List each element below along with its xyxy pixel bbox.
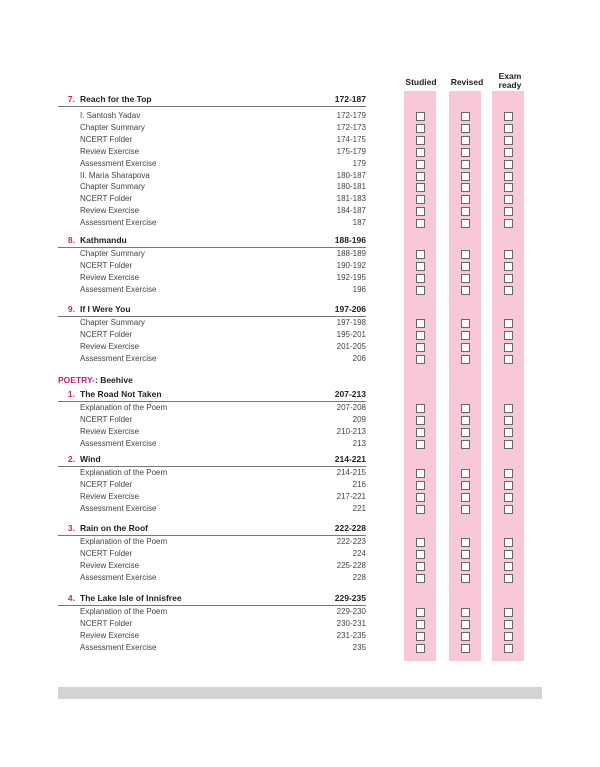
chapter-heading [58, 94, 366, 106]
toc-entry [80, 123, 366, 135]
revised-checkbox[interactable] [461, 172, 470, 181]
exam-ready-checkbox[interactable] [504, 574, 513, 583]
revised-checkbox[interactable] [461, 620, 470, 629]
entry-pages: 217-221 [336, 491, 366, 501]
entry-title: Explanation of the Poem [80, 537, 168, 546]
exam-ready-checkbox[interactable] [504, 207, 513, 216]
chapter-number: 1. [67, 389, 75, 399]
entry-pages: 174-175 [336, 134, 366, 144]
toc-entry [80, 573, 366, 585]
revised-checkbox[interactable] [461, 183, 470, 192]
column-header-exam-ready [490, 72, 530, 90]
studied-checkbox[interactable] [416, 355, 425, 364]
footer-bar [58, 687, 542, 699]
entry-pages: 180-181 [336, 182, 366, 192]
entry-pages: 179 [352, 158, 366, 168]
toc-entry [80, 561, 366, 573]
entry-title: Review Exercise [80, 491, 140, 501]
chapter-divider [58, 401, 366, 402]
toc-entry [80, 318, 366, 330]
entry-title: II. Maria Sharapova [80, 170, 150, 180]
chapter-pages: 229-235 [334, 593, 366, 603]
revised-checkbox[interactable] [461, 262, 470, 271]
entry-title: NCERT Folder [80, 479, 133, 489]
entry-pages: 187 [352, 218, 366, 228]
exam-ready-checkbox[interactable] [504, 124, 513, 133]
studied-checkbox[interactable] [416, 136, 425, 145]
studied-checkbox[interactable] [416, 404, 425, 413]
studied-checkbox[interactable] [416, 440, 425, 449]
entry-pages: 181-183 [336, 194, 366, 204]
revised-checkbox[interactable] [461, 343, 470, 352]
entry-pages: 221 [352, 503, 366, 513]
entry-pages: 210-213 [336, 426, 366, 436]
entry-title: Review Exercise [80, 560, 140, 570]
toc-entry [80, 206, 366, 218]
entry-title: Assessment Exercise [80, 642, 157, 652]
entry-pages: 224 [352, 548, 366, 558]
entry-title: Assessment Exercise [80, 503, 157, 513]
toc-entry [80, 159, 366, 171]
chapter-title: If I Were You [80, 304, 131, 314]
entry-pages: 175-179 [336, 146, 366, 156]
exam-ready-checkbox[interactable] [504, 319, 513, 328]
entry-title: Assessment Exercise [80, 438, 157, 448]
exam-ready-checkbox[interactable] [504, 416, 513, 425]
section-title: : Beehive [95, 375, 133, 385]
exam-ready-checkbox[interactable] [504, 112, 513, 121]
toc-entry [80, 468, 366, 480]
revised-checkbox[interactable] [461, 440, 470, 449]
chapter-heading [58, 235, 366, 247]
studied-checkbox[interactable] [416, 505, 425, 514]
exam-ready-checkbox[interactable] [504, 428, 513, 437]
revised-checkbox[interactable] [461, 160, 470, 169]
entry-pages: 180-187 [336, 170, 366, 180]
entry-title: Explanation of the Poem [80, 468, 168, 477]
entry-pages: 209 [352, 414, 366, 424]
chapter-divider [58, 106, 366, 107]
studied-checkbox[interactable] [416, 644, 425, 653]
entry-title: NCERT Folder [80, 260, 133, 270]
exam-ready-checkbox[interactable] [504, 172, 513, 181]
studied-checkbox[interactable] [416, 319, 425, 328]
revised-checkbox[interactable] [461, 250, 470, 259]
studied-checkbox[interactable] [416, 331, 425, 340]
column-header-studied: Studied [405, 77, 437, 87]
studied-checkbox[interactable] [416, 493, 425, 502]
studied-checkbox[interactable] [416, 219, 425, 228]
revised-checkbox[interactable] [461, 195, 470, 204]
entry-pages: 195-201 [336, 329, 366, 339]
studied-checkbox[interactable] [416, 183, 425, 192]
entry-pages: 229-230 [336, 607, 366, 616]
entry-title: Assessment Exercise [80, 218, 157, 228]
entry-title: Review Exercise [80, 146, 140, 156]
entry-pages: 228 [352, 572, 366, 582]
studied-checkbox[interactable] [416, 620, 425, 629]
exam-ready-checkbox[interactable] [504, 148, 513, 157]
entry-pages: 213 [352, 438, 366, 448]
chapter-title: Kathmandu [80, 235, 127, 245]
toc-entry [80, 135, 366, 147]
entry-pages: 231-235 [336, 630, 366, 640]
entry-title: Assessment Exercise [80, 572, 157, 582]
chapter-pages: 172-187 [334, 94, 366, 104]
chapter-pages: 188-196 [334, 235, 366, 245]
revised-checkbox[interactable] [461, 505, 470, 514]
exam-ready-checkbox[interactable] [504, 632, 513, 641]
revised-checkbox[interactable] [461, 148, 470, 157]
exam-ready-checkbox[interactable] [504, 274, 513, 283]
toc-entry [80, 342, 366, 354]
studied-checkbox[interactable] [416, 262, 425, 271]
toc-entry [80, 492, 366, 504]
studied-checkbox[interactable] [416, 550, 425, 559]
exam-ready-checkbox[interactable] [504, 481, 513, 490]
exam-ready-checkbox[interactable] [504, 538, 513, 547]
studied-checkbox[interactable] [416, 428, 425, 437]
chapter-heading [58, 304, 366, 316]
revised-checkbox[interactable] [461, 632, 470, 641]
chapter-number: 4. [67, 593, 75, 603]
studied-checkbox[interactable] [416, 469, 425, 478]
revised-checkbox[interactable] [461, 207, 470, 216]
chapter-pages: 197-206 [334, 304, 366, 314]
entry-pages: 188-189 [336, 249, 366, 258]
entry-title: Assessment Exercise [80, 284, 157, 294]
column-header-revised: Revised [450, 77, 484, 87]
chapter-divider [58, 247, 366, 248]
chapter-title: Rain on the Roof [80, 523, 148, 533]
entry-pages: 201-205 [336, 341, 366, 351]
toc-entry [80, 643, 366, 655]
chapter-pages: 214-221 [334, 454, 366, 464]
toc-entry [80, 549, 366, 561]
exam-ready-checkbox[interactable] [504, 160, 513, 169]
revised-checkbox[interactable] [461, 112, 470, 121]
toc-entry [80, 504, 366, 516]
entry-title: Assessment Exercise [80, 353, 157, 363]
toc-entry [80, 330, 366, 342]
entry-title: NCERT Folder [80, 618, 133, 628]
studied-checkbox[interactable] [416, 538, 425, 547]
exam-ready-checkbox[interactable] [504, 493, 513, 502]
exam-ready-checkbox[interactable] [504, 343, 513, 352]
entry-pages: 192-195 [336, 272, 366, 282]
entry-pages: 206 [352, 353, 366, 363]
entry-title: NCERT Folder [80, 414, 133, 424]
studied-checkbox[interactable] [416, 416, 425, 425]
entry-title: Review Exercise [80, 206, 140, 216]
revised-checkbox[interactable] [461, 550, 470, 559]
entry-title: Explanation of the Poem [80, 607, 168, 616]
exam-ready-checkbox[interactable] [504, 404, 513, 413]
revised-checkbox[interactable] [461, 608, 470, 617]
toc-entry [80, 171, 366, 183]
exam-ready-checkbox[interactable] [504, 620, 513, 629]
studied-checkbox[interactable] [416, 112, 425, 121]
toc-entry [80, 354, 366, 366]
exam-ready-checkbox[interactable] [504, 355, 513, 364]
studied-checkbox[interactable] [416, 343, 425, 352]
entry-title: Review Exercise [80, 630, 140, 640]
exam-ready-checkbox[interactable] [504, 644, 513, 653]
entry-pages: 235 [352, 642, 366, 652]
studied-checkbox[interactable] [416, 574, 425, 583]
chapter-number: 9. [67, 304, 75, 314]
studied-checkbox[interactable] [416, 195, 425, 204]
revised-checkbox[interactable] [461, 286, 470, 295]
exam-ready-checkbox[interactable] [504, 550, 513, 559]
entry-title: Chapter Summary [80, 318, 145, 327]
toc-entry [80, 147, 366, 159]
toc-entry [80, 415, 366, 427]
entry-pages: 214-215 [336, 468, 366, 477]
toc-entry [80, 631, 366, 643]
toc-entry [80, 619, 366, 631]
entry-title: Explanation of the Poem [80, 403, 168, 412]
column-header-exam-line2: ready [498, 80, 522, 90]
entry-pages: 190-192 [336, 260, 366, 270]
revised-checkbox[interactable] [461, 274, 470, 283]
chapter-number: 3. [67, 523, 75, 533]
chapter-pages: 207-213 [334, 389, 366, 399]
exam-ready-checkbox[interactable] [504, 331, 513, 340]
entry-title: Review Exercise [80, 426, 140, 436]
entry-title: NCERT Folder [80, 194, 133, 204]
revised-checkbox[interactable] [461, 469, 470, 478]
entry-pages: 230-231 [336, 618, 366, 628]
toc-entry [80, 261, 366, 273]
revised-checkbox[interactable] [461, 416, 470, 425]
entry-pages: 225-228 [336, 560, 366, 570]
chapter-divider [58, 316, 366, 317]
column-header-exam-line1: Exam [498, 71, 522, 81]
entry-pages: 172-173 [336, 122, 366, 132]
revised-checkbox[interactable] [461, 404, 470, 413]
exam-ready-checkbox[interactable] [504, 440, 513, 449]
exam-ready-checkbox[interactable] [504, 469, 513, 478]
revised-checkbox[interactable] [461, 538, 470, 547]
toc-entry [80, 427, 366, 439]
chapter-number: 2. [67, 454, 75, 464]
chapter-heading [58, 523, 366, 535]
entry-title: Chapter Summary [80, 182, 145, 192]
section-heading [58, 375, 133, 385]
entry-pages: 216 [352, 479, 366, 489]
entry-pages: 172-179 [336, 111, 366, 120]
exam-ready-checkbox[interactable] [504, 562, 513, 571]
entry-title: NCERT Folder [80, 548, 133, 558]
chapter-divider [58, 535, 366, 536]
chapter-pages: 222-228 [334, 523, 366, 533]
toc-entry [80, 439, 366, 451]
chapter-title: Wind [80, 454, 101, 464]
studied-checkbox[interactable] [416, 250, 425, 259]
studied-checkbox[interactable] [416, 481, 425, 490]
toc-entry [80, 480, 366, 492]
toc-entry [80, 537, 366, 549]
revised-checkbox[interactable] [461, 219, 470, 228]
chapter-heading [58, 389, 366, 401]
toc-entry [80, 111, 366, 123]
chapter-heading [58, 454, 366, 466]
exam-ready-checkbox[interactable] [504, 286, 513, 295]
toc-entry [80, 273, 366, 285]
studied-checkbox[interactable] [416, 207, 425, 216]
studied-checkbox[interactable] [416, 274, 425, 283]
chapter-heading [58, 593, 366, 605]
chapter-number: 7. [67, 94, 75, 104]
studied-checkbox[interactable] [416, 148, 425, 157]
entry-title: Review Exercise [80, 341, 140, 351]
toc-entry [80, 249, 366, 261]
revised-checkbox[interactable] [461, 331, 470, 340]
chapter-number: 8. [67, 235, 75, 245]
studied-checkbox[interactable] [416, 160, 425, 169]
entry-pages: 197-198 [336, 318, 366, 327]
revised-checkbox[interactable] [461, 574, 470, 583]
entry-title: NCERT Folder [80, 329, 133, 339]
studied-checkbox[interactable] [416, 608, 425, 617]
revised-checkbox[interactable] [461, 428, 470, 437]
chapter-title: The Road Not Taken [80, 389, 162, 399]
exam-ready-checkbox[interactable] [504, 183, 513, 192]
section-label: POETRY- [58, 375, 95, 385]
chapter-divider [58, 605, 366, 606]
revised-checkbox[interactable] [461, 136, 470, 145]
revised-checkbox[interactable] [461, 355, 470, 364]
entry-title: Chapter Summary [80, 249, 145, 258]
exam-ready-checkbox[interactable] [504, 219, 513, 228]
studied-checkbox[interactable] [416, 286, 425, 295]
studied-checkbox[interactable] [416, 632, 425, 641]
toc-entry [80, 218, 366, 230]
revised-checkbox[interactable] [461, 319, 470, 328]
revised-checkbox[interactable] [461, 562, 470, 571]
revised-checkbox[interactable] [461, 493, 470, 502]
entry-pages: 184-187 [336, 206, 366, 216]
chapter-title: Reach for the Top [80, 94, 152, 104]
entry-title: Chapter Summary [80, 122, 145, 132]
toc-entry [80, 403, 366, 415]
toc-entry [80, 194, 366, 206]
entry-pages: 222-223 [336, 537, 366, 546]
entry-pages: 207-208 [336, 403, 366, 412]
entry-title: I. Santosh Yadav [80, 111, 141, 120]
studied-checkbox[interactable] [416, 562, 425, 571]
exam-ready-checkbox[interactable] [504, 608, 513, 617]
toc-entry [80, 607, 366, 619]
revised-checkbox[interactable] [461, 481, 470, 490]
toc-entry [80, 182, 366, 194]
entry-title: Review Exercise [80, 272, 140, 282]
exam-ready-checkbox[interactable] [504, 505, 513, 514]
revised-checkbox[interactable] [461, 644, 470, 653]
studied-checkbox[interactable] [416, 124, 425, 133]
entry-title: Assessment Exercise [80, 158, 157, 168]
revised-checkbox[interactable] [461, 124, 470, 133]
toc-entry [80, 285, 366, 297]
chapter-title: The Lake Isle of Innisfree [80, 593, 182, 603]
chapter-divider [58, 466, 366, 467]
exam-ready-checkbox[interactable] [504, 250, 513, 259]
studied-checkbox[interactable] [416, 172, 425, 181]
exam-ready-checkbox[interactable] [504, 136, 513, 145]
exam-ready-checkbox[interactable] [504, 262, 513, 271]
exam-ready-checkbox[interactable] [504, 195, 513, 204]
entry-title: NCERT Folder [80, 134, 133, 144]
entry-pages: 196 [352, 284, 366, 294]
